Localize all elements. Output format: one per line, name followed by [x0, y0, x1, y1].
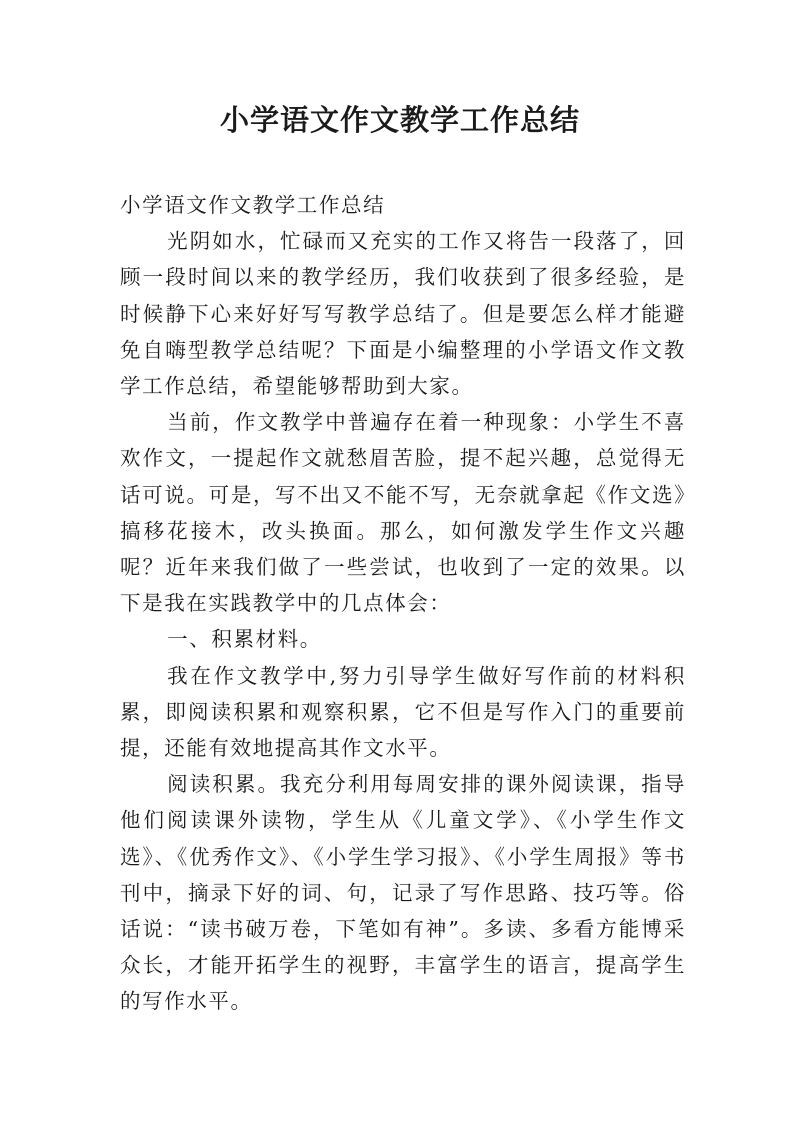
section-heading-accumulate-materials: 一、积累材料。	[167, 627, 322, 652]
paragraph-intro: 光阴如水，忙碌而又充实的工作又将告一段落了，回顾一段时间以来的教学经历，我们收获到了很多经验，是时候静下心来好好写写教学总结了。但是要怎么样才能避免自嗨型教学总结呢？下面是小编整理的小学语文作文教学工作总结，希望能够帮助到大家。	[120, 229, 686, 399]
document-body	[120, 187, 686, 1020]
document-subtitle: 小学语文作文教学工作总结	[120, 193, 386, 217]
paragraph-reading-accumulation: 阅读积累。我充分利用每周安排的课外阅读课，指导他们阅读课外读物，学生从《儿童文学》、《小学生作文选》、《优秀作文》、《小学生学习报》、《小学生周报》等书刊中，摘录下好的词、句，记录了写作思路、技巧等。俗话说：“读书破万卷，下笔如有神”。多读、多看方能博采众长，才能开拓学生的视野，丰富学生的语言，提高学生的写作水平。	[120, 772, 686, 1014]
paragraph-current-situation: 当前，作文教学中普遍存在着一种现象：小学生不喜欢作文，一提起作文就愁眉苦脸，提不起兴趣，总觉得无话可说。可是，写不出又不能不写，无奈就拿起《作文选》搞移花接木，改头换面。那么，如何激发学生作文兴趣呢？近年来我们做了一些尝试，也收到了一定的效果。以下是我在实践教学中的几点体会：	[120, 410, 686, 616]
paragraph-material-accumulation: 我在作文教学中,努力引导学生做好写作前的材料积累，即阅读积累和观察积累，它不但是写作入门的重要前提，还能有效地提高其作文水平。	[120, 663, 686, 761]
document-title: 小学语文作文教学工作总结	[219, 103, 580, 137]
